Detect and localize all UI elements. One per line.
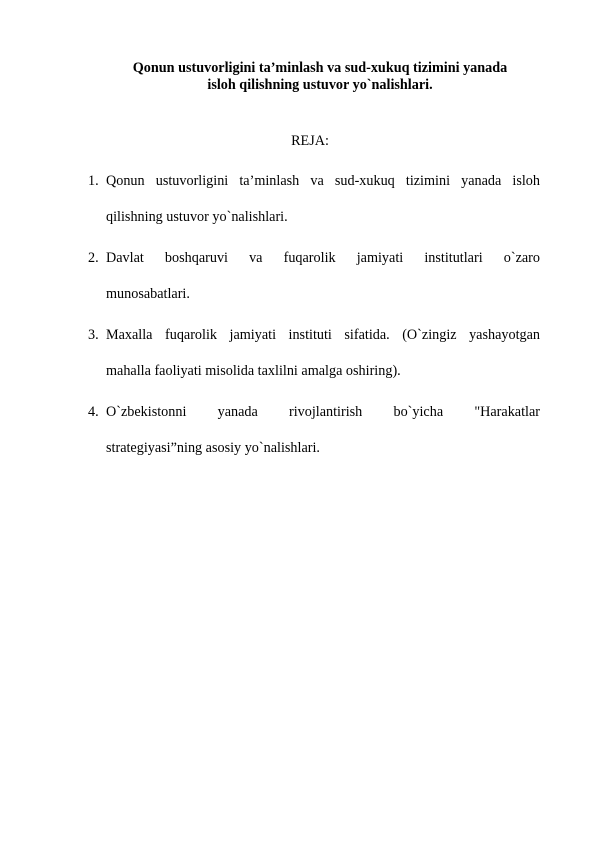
item-line-2: mahalla faoliyati misolida taxlilni amalga oshiring). bbox=[106, 363, 401, 379]
item-number: 1. bbox=[88, 173, 99, 189]
plan-item-1 bbox=[0, 172, 540, 226]
plan-list bbox=[0, 172, 596, 457]
item-line-1: Qonun ustuvorligini ta’minlash va sud-xukuq tizimini yanada isloh bbox=[106, 173, 540, 189]
item-number: 3. bbox=[88, 327, 99, 343]
item-line-2: strategiyasi”ning asosiy yo`nalishlari. bbox=[106, 440, 320, 456]
item-line-2: qilishning ustuvor yo`nalishlari. bbox=[106, 209, 288, 225]
item-number: 2. bbox=[88, 250, 99, 266]
title-line-1: Qonun ustuvorligini ta’minlash va sud-xukuq tizimini yanada bbox=[132, 60, 508, 76]
item-line-1: Maxalla fuqarolik jamiyati instituti sifatida. (O`zingiz yashayotgan bbox=[106, 327, 540, 343]
item-number: 4. bbox=[88, 404, 99, 420]
plan-item-4 bbox=[0, 403, 540, 457]
plan-item-3 bbox=[0, 326, 540, 380]
plan-item-2 bbox=[0, 249, 540, 303]
item-line-1: O`zbekistonni yanada rivojlantirish bo`yicha "Harakatlar bbox=[106, 404, 540, 420]
plan-heading: REJA: bbox=[291, 133, 329, 149]
title-line-2: isloh qilishning ustuvor yo`nalishlari. bbox=[207, 77, 433, 93]
document-title bbox=[60, 60, 580, 94]
item-line-2: munosabatlari. bbox=[106, 286, 190, 302]
item-line-1: Davlat boshqaruvi va fuqarolik jamiyati institutlari o`zaro bbox=[106, 250, 540, 266]
